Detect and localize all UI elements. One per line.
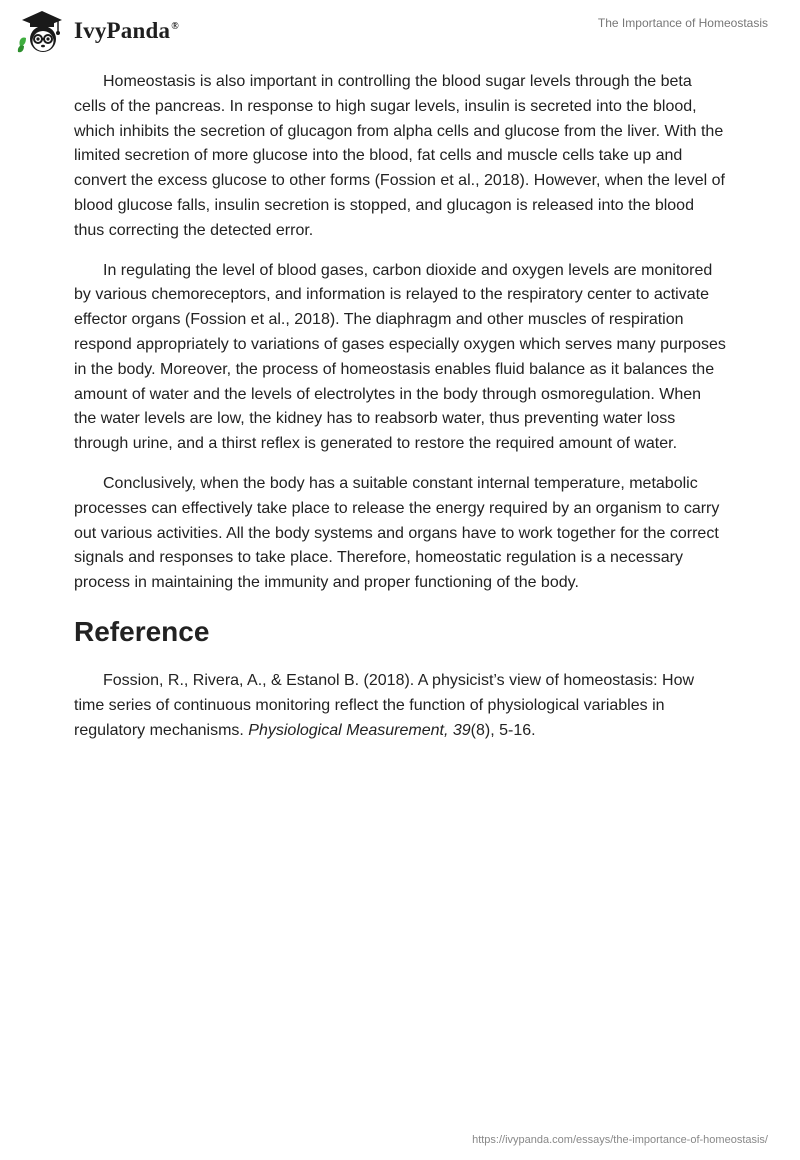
reference-heading: Reference [74,615,210,647]
brand-name: IvyPanda® [74,18,179,43]
reference-authors-title: Fossion, R., Rivera, A., & Estanol B. (2018). A physicist’s view of homeostasis: How time series of continuous monitoring reflect the function of physiological variables in regulatory mechanisms. [74,671,695,739]
essay-content [74,70,726,743]
page-header [0,0,800,60]
reference-entry [74,669,726,743]
paragraph-blood-sugar: Homeostasis is also important in controlling the blood sugar levels through the beta cells of the pancreas. In response to high sugar levels, insulin is secreted into the blood, which inhibits the secretion of glucagon from alpha cells and glucose from the liver. With the limited secretion of more glucose into the blood, fat cells and muscle cells take up and convert the excess glucose to other forms (Fossion et al., 2018). However, when the level of blood glucose falls, insulin secretion is stopped, and glucagon is released into the blood thus correcting the detected error. [74,73,725,239]
ivypanda-logo[interactable] [16,8,179,54]
footer-url[interactable]: https://ivypanda.com/essays/the-importance-of-homeostasis/ [472,1134,768,1146]
paragraph-blood-gases: In regulating the level of blood gases, carbon dioxide and oxygen levels are monitored by various chemoreceptors, and information is relayed to the respiratory center to activate effector organs (Fossion et al., 2018). The diaphragm and other muscles of respiration respond appropriately to variations of gases especially oxygen which serves many purposes in the body. Moreover, the process of homeostasis enables fluid balance as it balances the amount of water and the levels of electrolytes in the body through osmoregulation. When the water levels are low, the kidney has to reabsorb water, thus preventing water loss through urine, and a thirst reflex is generated to restore the required amount of water. [74,261,726,453]
document-title: The Importance of Homeostasis [597,16,768,30]
reference-journal: Physiological Measurement, 39 [248,721,471,739]
reference-issue-pages: (8), 5-16. [470,721,536,739]
paragraph-conclusion: Conclusively, when the body has a suitable constant internal temperature, metabolic processes can effectively take place to release the energy required by an organism to carry out various activities. All the body systems and organs have to work together for the correct signals and responses to take place. Therefore, homeostatic regulation is a necessary process in maintaining the immunity and proper functioning of the body. [74,474,720,592]
panda-graduate-icon [16,8,68,54]
